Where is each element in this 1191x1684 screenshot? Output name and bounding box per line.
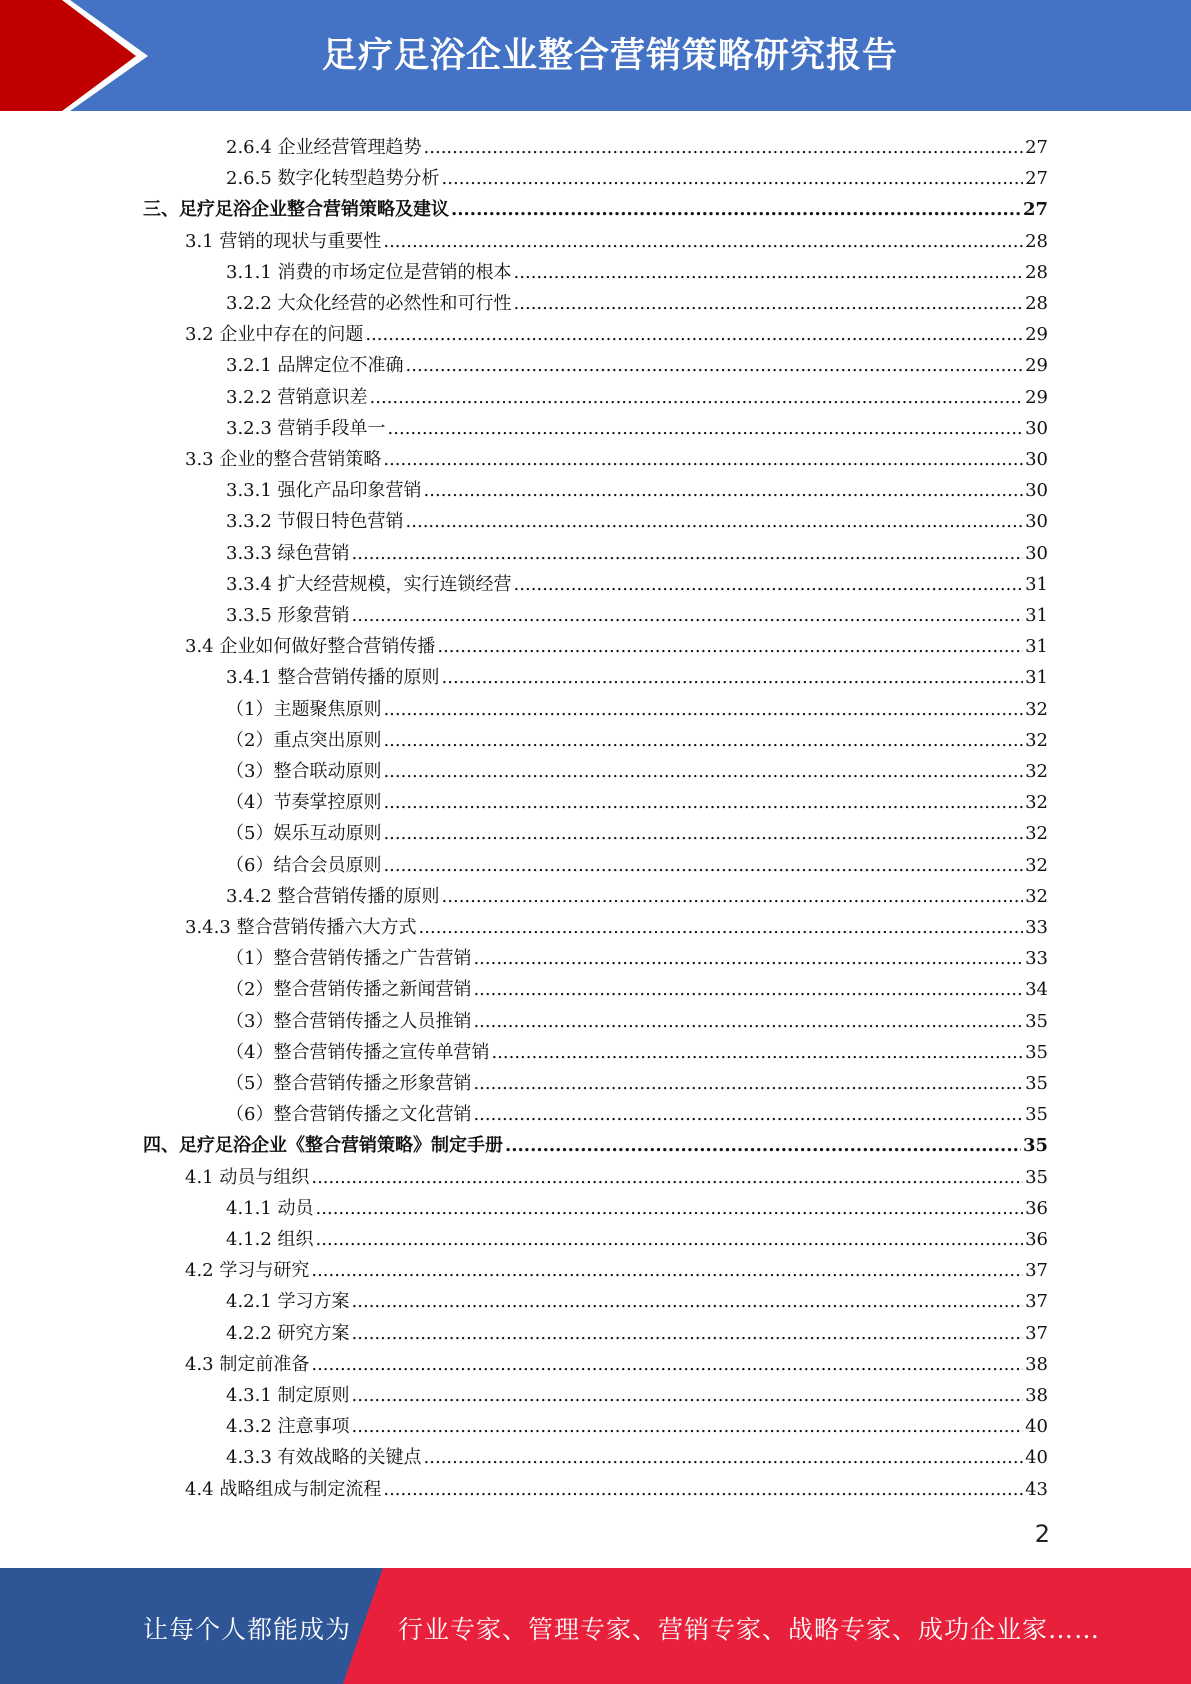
toc-entry-label: （1）整合营销传播之广告营销 <box>226 948 472 969</box>
toc-entry[interactable] <box>185 315 1048 346</box>
toc-entry-page: 30 <box>1025 480 1048 501</box>
toc-leader-dots <box>424 480 1024 502</box>
toc-leader-dots <box>406 511 1024 533</box>
toc-entry-label: 4.3.1 制定原则 <box>226 1385 350 1406</box>
toc-entry-page: 37 <box>1025 1260 1048 1281</box>
toc-leader-dots <box>383 699 1023 721</box>
toc-entry[interactable] <box>226 346 1048 377</box>
toc-entry-page: 32 <box>1025 761 1048 782</box>
header-chevron-decoration <box>0 0 160 111</box>
toc-entry-page: 35 <box>1025 1167 1048 1188</box>
toc-entry-label: 3.4.2 整合营销传播的原则 <box>226 886 440 907</box>
toc-leader-dots <box>419 917 1024 939</box>
toc-leader-dots <box>473 979 1023 1001</box>
toc-entry-label: 3.3.1 强化产品印象营销 <box>226 480 422 501</box>
toc-entry-label: 4.3.3 有效战略的关键点 <box>226 1447 422 1468</box>
toc-entry-label: 4.2.2 研究方案 <box>226 1323 350 1344</box>
toc-entry[interactable] <box>185 222 1048 253</box>
toc-entry-label: 三、足疗足浴企业整合营销策略及建议 <box>143 199 449 220</box>
toc-entry-label: 4.1 动员与组织 <box>185 1167 310 1188</box>
toc-entry-label: 3.2.1 品牌定位不准确 <box>226 355 404 376</box>
toc-entry-page: 33 <box>1025 917 1048 938</box>
toc-entry[interactable] <box>226 128 1048 159</box>
toc-entry-page: 32 <box>1025 855 1048 876</box>
toc-entry-page: 33 <box>1025 948 1048 969</box>
toc-entry-label: （6）整合营销传播之文化营销 <box>226 1104 472 1125</box>
toc-leader-dots <box>473 1073 1023 1095</box>
toc-leader-dots <box>514 262 1024 284</box>
toc-entry[interactable] <box>226 1314 1048 1345</box>
toc-entry[interactable] <box>226 814 1048 845</box>
toc-leader-dots <box>514 574 1024 596</box>
toc-entry-label: 3.3.4 扩大经营规模，实行连锁经营 <box>226 574 512 595</box>
toc-entry[interactable] <box>185 908 1048 939</box>
toc-entry[interactable] <box>185 1251 1048 1282</box>
toc-leader-dots <box>316 1198 1024 1220</box>
toc-leader-dots <box>316 1229 1024 1251</box>
toc-entry[interactable] <box>226 534 1048 565</box>
toc-entry-label: 3.3 企业的整合营销策略 <box>185 449 382 470</box>
toc-leader-dots <box>383 730 1023 752</box>
toc-leader-dots <box>383 231 1023 253</box>
toc-entry[interactable] <box>226 1064 1048 1095</box>
toc-entry[interactable] <box>143 190 1048 221</box>
toc-entry-page: 28 <box>1025 293 1048 314</box>
toc-entry[interactable] <box>226 284 1048 315</box>
toc-entry-label: 4.1.2 组织 <box>226 1229 314 1250</box>
toc-leader-dots <box>383 855 1023 877</box>
toc-leader-dots <box>437 636 1023 658</box>
toc-entry[interactable] <box>226 565 1048 596</box>
toc-entry[interactable] <box>226 471 1048 502</box>
toc-entry[interactable] <box>226 1438 1048 1469</box>
toc-entry-label: 3.4.3 整合营销传播六大方式 <box>185 917 417 938</box>
page-footer <box>0 1568 1191 1684</box>
toc-entry-label: 4.3 制定前准备 <box>185 1354 310 1375</box>
toc-entry-page: 35 <box>1022 1135 1048 1156</box>
toc-entry-page: 31 <box>1025 605 1048 626</box>
toc-entry[interactable] <box>226 378 1048 409</box>
toc-leader-dots <box>352 1416 1024 1438</box>
toc-entry[interactable] <box>185 1158 1048 1189</box>
toc-leader-dots <box>383 1479 1023 1501</box>
toc-entry-page: 32 <box>1025 886 1048 907</box>
toc-entry[interactable] <box>226 1407 1048 1438</box>
toc-entry[interactable] <box>226 1033 1048 1064</box>
toc-entry-page: 32 <box>1025 792 1048 813</box>
toc-entry-label: 3.1 营销的现状与重要性 <box>185 231 382 252</box>
toc-leader-dots <box>370 387 1024 409</box>
toc-leader-dots <box>388 418 1024 440</box>
toc-entry-label: 4.2.1 学习方案 <box>226 1291 350 1312</box>
toc-entry-page: 35 <box>1025 1042 1048 1063</box>
toc-entry-label: 4.3.2 注意事项 <box>226 1416 350 1437</box>
toc-entry-page: 28 <box>1025 262 1048 283</box>
toc-entry[interactable] <box>226 1002 1048 1033</box>
toc-leader-dots <box>442 667 1024 689</box>
toc-entry-page: 28 <box>1025 231 1048 252</box>
toc-entry-label: （4）整合营销传播之宣传单营销 <box>226 1042 490 1063</box>
toc-entry[interactable] <box>226 159 1048 190</box>
toc-entry-page: 30 <box>1025 449 1048 470</box>
toc-entry-page: 30 <box>1025 418 1048 439</box>
toc-entry-label: （3）整合联动原则 <box>226 761 382 782</box>
toc-entry-page: 31 <box>1025 636 1048 657</box>
toc-leader-dots <box>442 886 1024 908</box>
toc-entry[interactable] <box>226 970 1048 1001</box>
toc-entry-page: 40 <box>1025 1447 1048 1468</box>
page-header <box>0 0 1191 111</box>
toc-leader-dots <box>451 199 1021 221</box>
toc-leader-dots <box>383 792 1023 814</box>
toc-entry[interactable] <box>226 1220 1048 1251</box>
toc-entry-label: （3）整合营销传播之人员推销 <box>226 1011 472 1032</box>
toc-entry-label: （4）节奏掌控原则 <box>226 792 382 813</box>
toc-entry[interactable] <box>185 1345 1048 1376</box>
toc-entry-page: 38 <box>1025 1354 1048 1375</box>
toc-leader-dots <box>311 1260 1023 1282</box>
toc-entry-label: 4.2 学习与研究 <box>185 1260 310 1281</box>
toc-entry-page: 32 <box>1025 699 1048 720</box>
toc-leader-dots <box>473 1011 1023 1033</box>
toc-entry[interactable] <box>226 877 1048 908</box>
toc-entry[interactable] <box>226 409 1048 440</box>
toc-leader-dots <box>491 1042 1023 1064</box>
toc-entry-page: 34 <box>1025 979 1048 1000</box>
toc-entry-label: （1）主题聚焦原则 <box>226 699 382 720</box>
toc-leader-dots <box>514 293 1024 315</box>
toc-entry-label: 3.2.2 营销意识差 <box>226 387 368 408</box>
toc-entry-label: 3.4.1 整合营销传播的原则 <box>226 667 440 688</box>
toc-entry-label: （2）重点突出原则 <box>226 730 382 751</box>
toc-entry[interactable] <box>226 253 1048 284</box>
toc-entry-page: 37 <box>1025 1323 1048 1344</box>
toc-entry[interactable] <box>226 783 1048 814</box>
toc-entry-label: 3.4 企业如何做好整合营销传播 <box>185 636 436 657</box>
toc-entry[interactable] <box>226 596 1048 627</box>
toc-entry-page: 32 <box>1025 730 1048 751</box>
toc-entry-page: 27 <box>1025 168 1048 189</box>
toc-entry[interactable] <box>185 440 1048 471</box>
toc-entry[interactable] <box>226 721 1048 752</box>
toc-entry-page: 32 <box>1025 823 1048 844</box>
toc-leader-dots <box>383 449 1023 471</box>
toc-entry-label: 3.3.3 绿色营销 <box>226 543 350 564</box>
toc-leader-dots <box>424 137 1024 159</box>
toc-leader-dots <box>473 948 1023 970</box>
toc-entry-label: （6）结合会员原则 <box>226 855 382 876</box>
toc-leader-dots <box>352 605 1024 627</box>
toc-entry-page: 29 <box>1025 324 1048 345</box>
toc-entry[interactable] <box>226 752 1048 783</box>
toc-leader-dots <box>442 168 1024 190</box>
toc-entry-label: 4.4 战略组成与制定流程 <box>185 1479 382 1500</box>
footer-slogan-right: 行业专家、管理专家、营销专家、战略专家、成功企业家…… <box>398 1615 1101 1644</box>
toc-leader-dots <box>365 324 1023 346</box>
toc-entry-label: （5）娱乐互动原则 <box>226 823 382 844</box>
toc-leader-dots <box>352 543 1024 565</box>
toc-entry-page: 37 <box>1025 1291 1048 1312</box>
toc-entry-page: 35 <box>1025 1011 1048 1032</box>
toc-leader-dots <box>352 1291 1024 1313</box>
toc-entry[interactable] <box>226 1189 1048 1220</box>
toc-entry-label: 2.6.5 数字化转型趋势分析 <box>226 168 440 189</box>
toc-entry-page: 35 <box>1025 1104 1048 1125</box>
toc-entry[interactable] <box>185 1470 1048 1501</box>
toc-entry-page: 27 <box>1022 199 1048 220</box>
toc-entry[interactable] <box>143 1126 1048 1157</box>
toc-entry-page: 31 <box>1025 667 1048 688</box>
toc-entry[interactable] <box>185 627 1048 658</box>
toc-entry-page: 30 <box>1025 511 1048 532</box>
toc-entry[interactable] <box>226 939 1048 970</box>
toc-leader-dots <box>383 761 1023 783</box>
toc-leader-dots <box>473 1104 1023 1126</box>
toc-entry-label: 4.1.1 动员 <box>226 1198 314 1219</box>
toc-leader-dots <box>311 1167 1023 1189</box>
footer-slogan-left: 让每个人都能成为 <box>143 1615 352 1644</box>
toc-entry-label: （5）整合营销传播之形象营销 <box>226 1073 472 1094</box>
toc-entry-page: 35 <box>1025 1073 1048 1094</box>
toc-leader-dots <box>406 355 1024 377</box>
toc-entry-page: 27 <box>1025 137 1048 158</box>
document-title: 足疗足浴企业整合营销策略研究报告 <box>321 36 898 76</box>
toc-leader-dots <box>383 823 1023 845</box>
toc-entry[interactable] <box>226 846 1048 877</box>
toc-entry[interactable] <box>226 1095 1048 1126</box>
toc-leader-dots <box>352 1323 1024 1345</box>
toc-entry-page: 38 <box>1025 1385 1048 1406</box>
toc-entry[interactable] <box>226 1282 1048 1313</box>
toc-entry[interactable] <box>226 502 1048 533</box>
toc-leader-dots <box>505 1135 1021 1157</box>
toc-entry-label: 3.2.2 大众化经营的必然性和可行性 <box>226 293 512 314</box>
toc-entry-label: （2）整合营销传播之新闻营销 <box>226 979 472 1000</box>
toc-entry-page: 29 <box>1025 355 1048 376</box>
toc-entry-page: 43 <box>1025 1479 1048 1500</box>
toc-entry[interactable] <box>226 658 1048 689</box>
toc-entry-page: 31 <box>1025 574 1048 595</box>
toc-entry-label: 3.1.1 消费的市场定位是营销的根本 <box>226 262 512 283</box>
toc-entry-label: 3.2.3 营销手段单一 <box>226 418 386 439</box>
toc-entry[interactable] <box>226 690 1048 721</box>
toc-entry[interactable] <box>226 1376 1048 1407</box>
toc-entry-label: 四、足疗足浴企业《整合营销策略》制定手册 <box>143 1135 503 1156</box>
toc-leader-dots <box>311 1354 1023 1376</box>
toc-leader-dots <box>424 1447 1024 1469</box>
toc-entry-page: 40 <box>1025 1416 1048 1437</box>
toc-entry-page: 36 <box>1025 1198 1048 1219</box>
toc-entry-page: 36 <box>1025 1229 1048 1250</box>
toc-entry-page: 29 <box>1025 387 1048 408</box>
toc-entry-label: 3.3.5 形象营销 <box>226 605 350 626</box>
toc-entry-page: 30 <box>1025 543 1048 564</box>
toc-entry-label: 3.2 企业中存在的问题 <box>185 324 364 345</box>
toc-leader-dots <box>352 1385 1024 1407</box>
toc-entry-label: 2.6.4 企业经营管理趋势 <box>226 137 422 158</box>
toc-entry-label: 3.3.2 节假日特色营销 <box>226 511 404 532</box>
page-number: 2 <box>1034 1520 1050 1548</box>
